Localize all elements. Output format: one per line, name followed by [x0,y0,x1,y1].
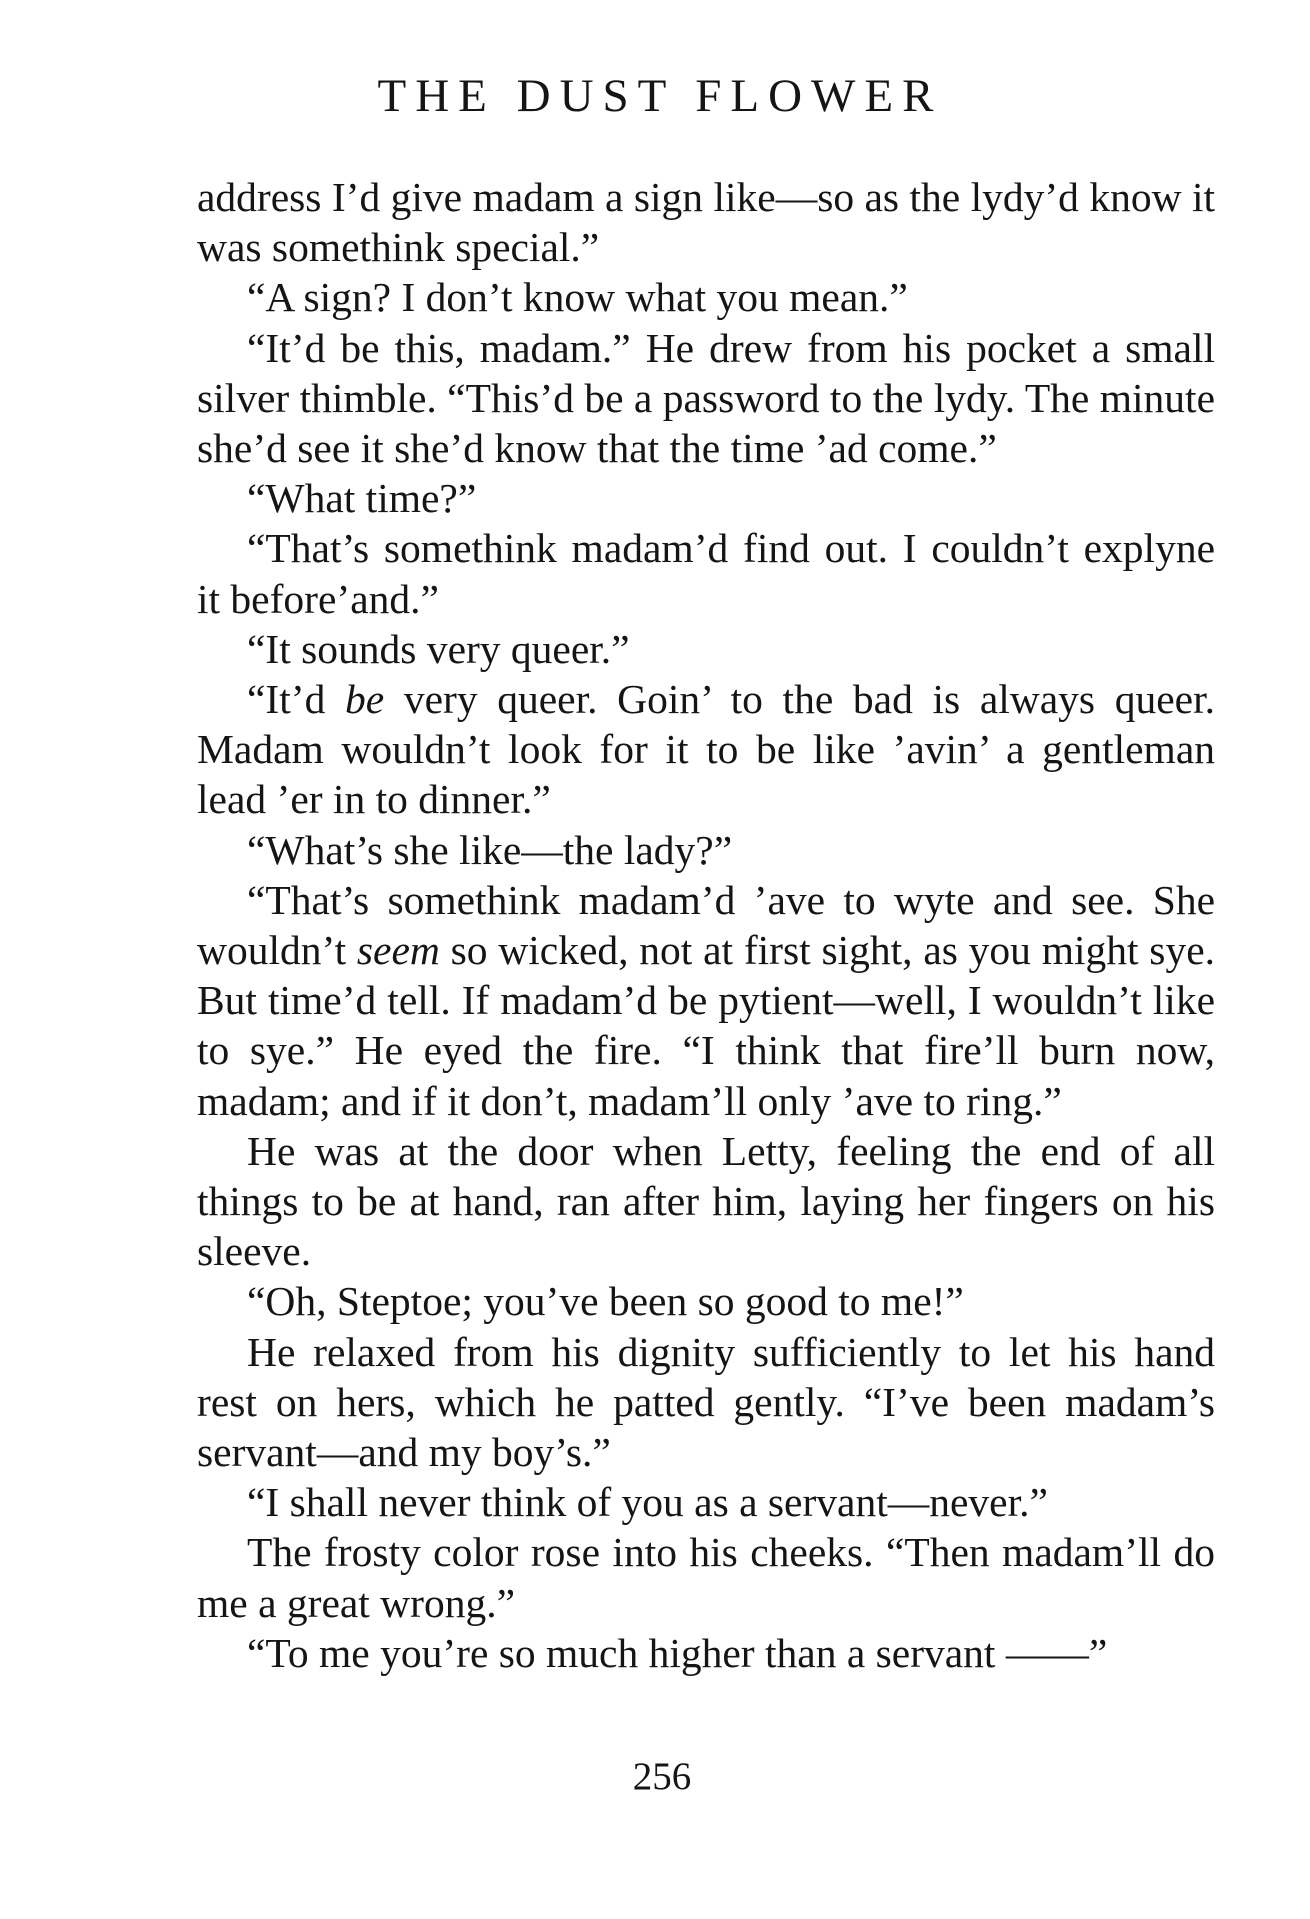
paragraph-p5 [197,523,1215,623]
text-run: very queer. Goin’ to the bad is always queer. Madam wouldn’t look for it to be like ’avin’ a gentleman lead ’er in to dinner.” [197,676,1215,823]
text-run: “That’s somethink madam’d find out. I couldn’t explyne it before’and.” [197,525,1215,622]
running-head: THE DUST FLOWER [377,70,943,122]
text-run: “What time?” [247,475,477,522]
text-run: He relaxed from his dignity sufficiently to let his hand rest on hers, which he patted gently. “I’ve been madam’s servant—and my boy’s.” [197,1328,1215,1476]
paragraph-p1 [197,172,1215,272]
text-run: “It sounds very queer.” [247,625,630,672]
paragraph-p14 [197,1527,1215,1627]
text-run: “It’d be this, madam.” He drew from his pocket a small silver thimble. “This’d be a password to the lydy. The minute she’d see it she’d know that the time ’ad come.” [197,324,1215,472]
page-number: 256 [632,1755,692,1798]
text-run: “To me you’re so much higher than a servant ——” [247,1629,1108,1676]
paragraph-p7 [197,674,1215,825]
paragraph-p3 [197,323,1215,474]
italic-run: seem [356,927,440,974]
text-run: The frosty color rose into his cheeks. “Then madam’ll do me a great wrong.” [197,1529,1215,1626]
paragraph-p6 [197,624,1215,674]
text-run: so wicked, not at first sight, as you might sye. But time’d tell. If madam’d be pytient—well, I wouldn’t like to sye.” He eyed the fire. “I think that fire’ll burn now, madam; and if it don’t, madam’ll only ’ave to ring.” [197,927,1215,1124]
text-run: “It’d [247,676,346,723]
paragraph-p15 [197,1628,1215,1678]
text-run: “That’s somethink madam’d ’ave to wyte and see. She wouldn’t [197,876,1215,974]
text-run: He was at the door when Letty, feeling the end of all things to be at hand, ran after him, laying her fingers on his sleeve. [197,1127,1215,1275]
body-text [197,172,1215,1678]
text-run: “Oh, Steptoe; you’ve been so good to me!” [247,1278,964,1325]
text-run: “What’s she like—the lady?” [247,826,733,873]
text-run: “A sign? I don’t know what you mean.” [247,274,908,321]
paragraph-p12 [197,1327,1215,1478]
paragraph-p8 [197,825,1215,875]
paragraph-p13 [197,1477,1215,1527]
text-run: “I shall never think of you as a servant—never.” [247,1479,1048,1526]
paragraph-p10 [197,1126,1215,1277]
paragraph-p2 [197,272,1215,322]
paragraph-p4 [197,473,1215,523]
paragraph-p9 [197,875,1215,1126]
paragraph-p11 [197,1276,1215,1326]
italic-run: be [345,676,385,723]
text-run: address I’d give madam a sign like—so as the lydy’d know it was somethink special.” [197,174,1215,271]
